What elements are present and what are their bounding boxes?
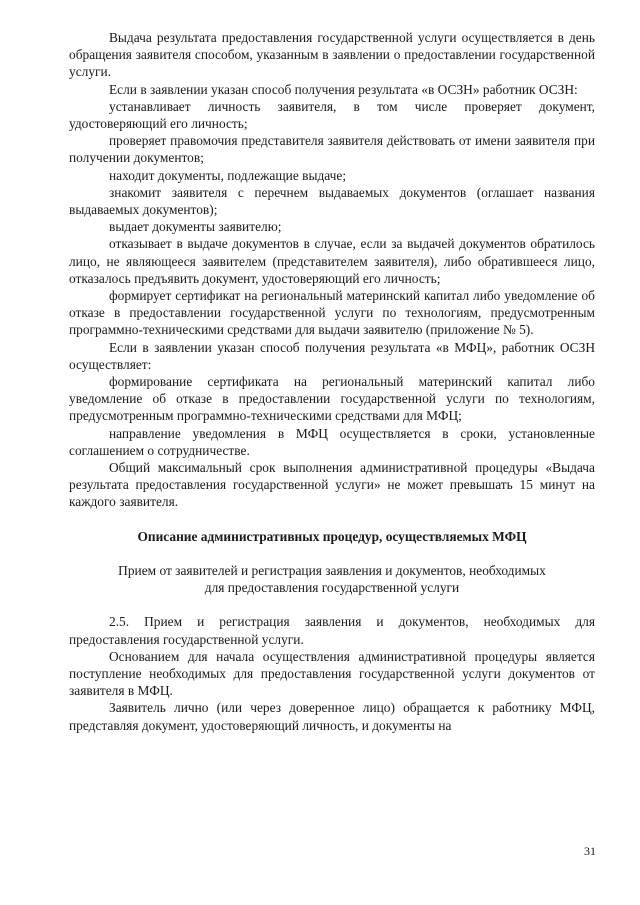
paragraph: выдает документы заявителю; <box>109 219 282 235</box>
paragraph: формирует сертификат на региональный материнский капитал либо уведомление об отказе в предоставлении государственной услуги по технологиям, предусмотренным программно-техническими средствами для выдачи заявителю (приложение № 5). <box>69 288 595 338</box>
paragraph: Основанием для начала осуществления административной процедуры является поступление необходимых для предоставления государственной услуги документов от заявителя в МФЦ. <box>69 648 595 699</box>
section-heading: Описание административных процедур, осуществляемых МФЦ <box>137 528 527 544</box>
paragraph: формирование сертификата на региональный материнский капитал либо уведомление об отказе в предоставлении государственной услуги по технологиям, предусмотренным программно-техническими средствами для МФЦ; <box>69 374 595 424</box>
subheading-line: для предоставления государственной услуги <box>204 580 460 596</box>
paragraph: находит документы, подлежащие выдаче; <box>109 167 347 183</box>
paragraph: Заявитель лично (или через доверенное лицо) обращается к работнику МФЦ, представляя документ, удостоверяющий личность, и документы на <box>69 700 595 733</box>
paragraph: Если в заявлении указан способ получения результата «в МФЦ», работник ОСЗН осуществляет: <box>69 339 595 372</box>
paragraph: 2.5. Прием и регистрация заявления и документов, необходимых для предоставления государственной услуги. <box>69 614 595 647</box>
paragraph: Общий максимальный срок выполнения административной процедуры «Выдача результата предоставления государственной услуги» не может превышать 15 минут на каждого заявителя. <box>69 460 595 510</box>
paragraph: отказывает в выдаче документов в случае, если за выдачей документов обратилось лицо, не являющееся заявителем (представителем заявителя), либо обратившееся лицо, отказалось предъявить документ, удостоверяющий его личность; <box>69 236 595 286</box>
subheading-line: Прием от заявителей и регистрация заявления и документов, необходимых <box>118 562 546 578</box>
document-body <box>69 29 595 734</box>
paragraph: устанавливает личность заявителя, в том числе проверяет документ, удостоверяющий его личность; <box>69 98 595 132</box>
paragraph: Выдача результата предоставления государственной услуги осуществляется в день обращения заявителя способом, указанным в заявлении о предоставлении государственной услуги. <box>69 30 595 80</box>
paragraph: проверяет правомочия представителя заявителя действовать от имени заявителя при получении документов; <box>69 133 595 166</box>
paragraph: знакомит заявителя с перечнем выдаваемых документов (оглашает названия выдаваемых документов); <box>69 184 595 218</box>
page-number: 31 <box>584 844 596 858</box>
section-subheading <box>69 562 595 596</box>
paragraph: направление уведомления в МФЦ осуществляется в сроки, установленные соглашением о сотрудничестве. <box>69 425 595 458</box>
paragraph: Если в заявлении указан способ получения результата «в ОСЗН» работник ОСЗН: <box>109 81 578 97</box>
